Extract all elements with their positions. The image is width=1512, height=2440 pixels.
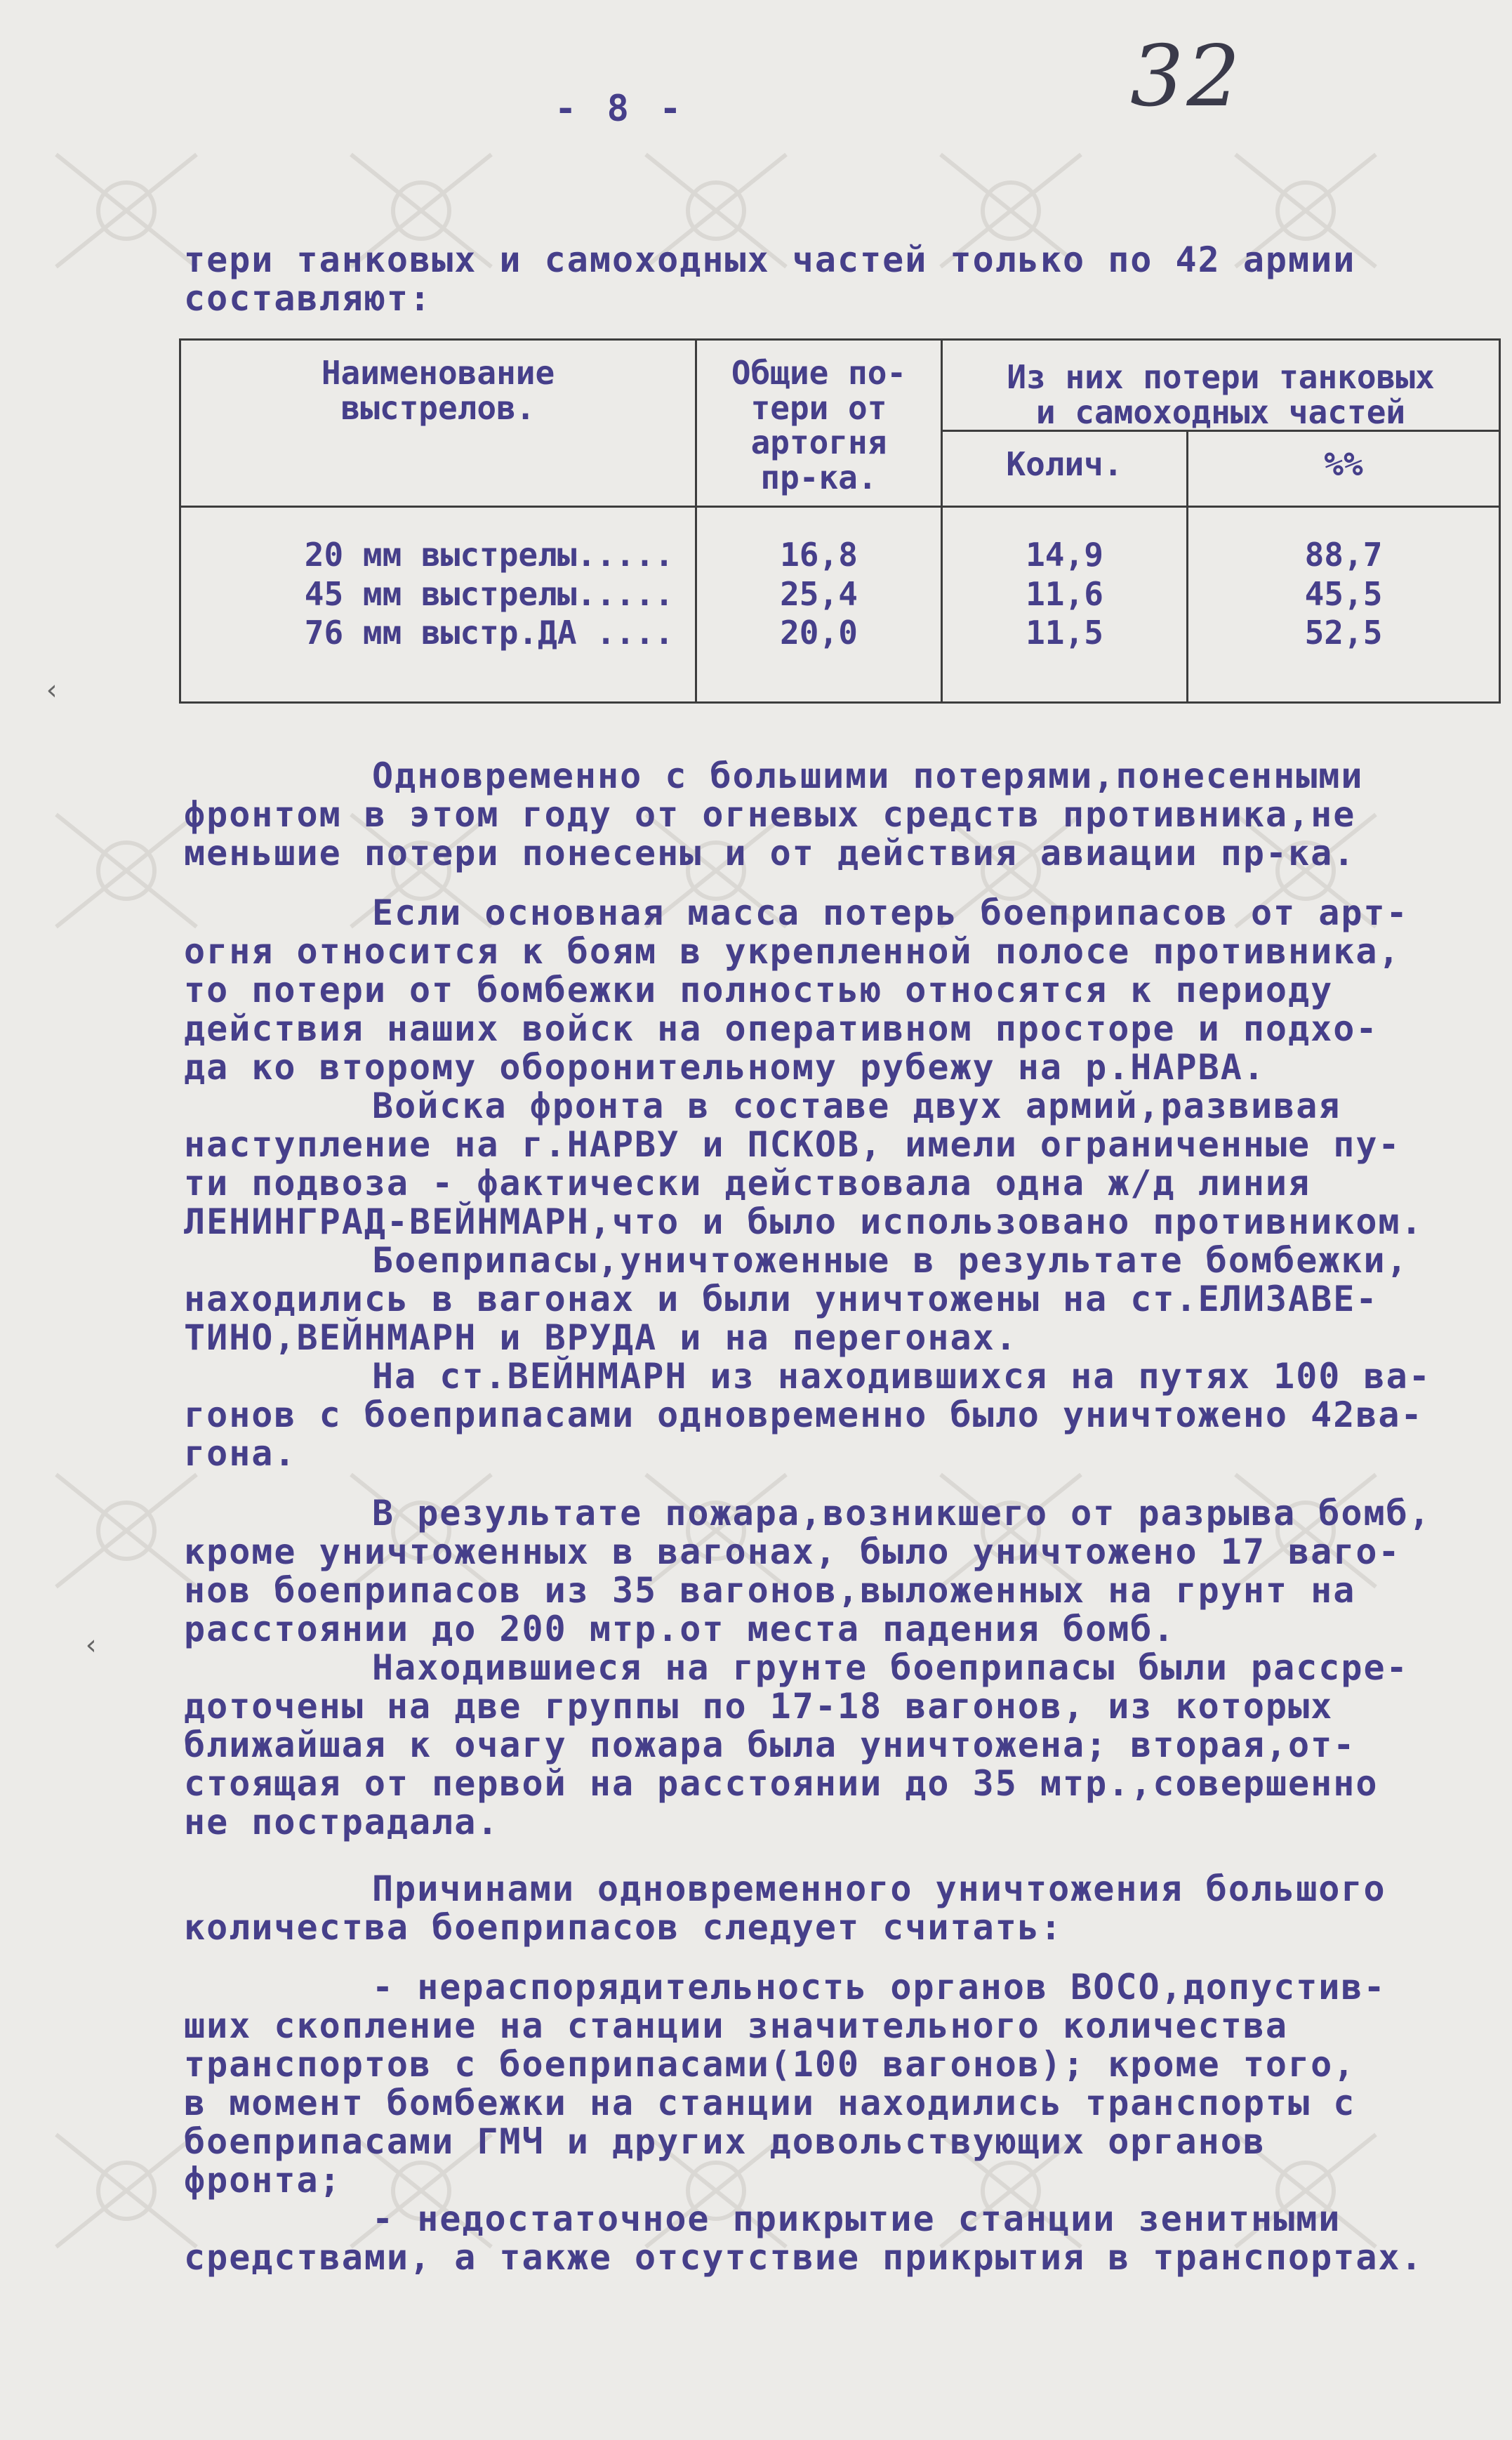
header-tank-losses-group: Из них потери танковых и самоходных частей bbox=[942, 340, 1500, 431]
body-line: транспортов с боеприпасами(100 вагонов); кроме того, bbox=[184, 2044, 1356, 2085]
body-line: фронтом в этом году от огневых средств противника,не bbox=[184, 794, 1356, 835]
body-line: средствами, а также отсутствие прикрытия в транспортах. bbox=[184, 2237, 1424, 2278]
table-cell: 16,8 bbox=[780, 536, 858, 574]
body-line: в момент бомбежки на станции находились транспорты с bbox=[184, 2083, 1356, 2123]
body-line: В результате пожара,возникшего от разрыва бомб, bbox=[372, 1493, 1431, 1534]
body-line: ближайшая к очагу пожара была уничтожена; вторая,от- bbox=[184, 1725, 1356, 1765]
table-cell: 20 мм выстрелы..... bbox=[304, 536, 674, 574]
body-line: Войска фронта в составе двух армий,развивая bbox=[372, 1086, 1341, 1126]
body-line: боеприпасами ГМЧ и других довольствующих органов bbox=[184, 2121, 1266, 2162]
header-shell-name: Наименование выстрелов. bbox=[180, 340, 696, 507]
table-cell: 45 мм выстрелы..... bbox=[304, 574, 674, 613]
body-line: На ст.ВЕЙНМАРН из находившихся на путях 100 ва- bbox=[372, 1356, 1431, 1397]
quantity-column bbox=[942, 507, 1188, 703]
table-cell: 76 мм выстр.ДА .... bbox=[304, 613, 674, 652]
intro-line: тери танковых и самоходных частей только по 42 армии bbox=[184, 239, 1356, 280]
body-line: количества боеприпасов следует считать: bbox=[184, 1907, 1063, 1948]
body-line: ших скопление на станции значительного количества bbox=[184, 2005, 1289, 2046]
table-cell: 25,4 bbox=[780, 574, 858, 613]
table-cell: 88,7 bbox=[1304, 536, 1383, 574]
body-line: да ко второму оборонительному рубежу на р.НАРВА. bbox=[184, 1047, 1266, 1088]
body-line: меньшие потери понесены и от действия авиации пр-ка. bbox=[184, 833, 1356, 873]
body-line: Боеприпасы,уничтоженные в результате бомбежки, bbox=[372, 1240, 1409, 1281]
body-line: огня относится к боям в укрепленной полосе противника, bbox=[184, 931, 1401, 972]
table-cell: 14,9 bbox=[1026, 536, 1103, 574]
intro-line: составляют: bbox=[184, 278, 432, 319]
body-line: расстоянии до 200 мтр.от места падения бомб. bbox=[184, 1609, 1176, 1649]
body-line: - нераспорядительность органов ВОСО,допустив- bbox=[372, 1967, 1386, 2007]
body-line: находились в вагонах и были уничтожены на ст.ЕЛИЗАВЕ- bbox=[184, 1279, 1379, 1319]
header-quantity: Колич. bbox=[942, 431, 1188, 507]
body-line: то потери от бомбежки полностью относятся к периоду bbox=[184, 970, 1334, 1010]
body-line: фронта; bbox=[184, 2160, 342, 2201]
body-line: ТИНО,ВЕЙНМАРН и ВРУДА и на перегонах. bbox=[184, 1317, 1018, 1358]
body-line: кроме уничтоженных в вагонах, было уничтожено 17 ваго- bbox=[184, 1531, 1401, 1572]
body-line: стоящая от первой на расстоянии до 35 мтр.,совершенно bbox=[184, 1763, 1379, 1804]
body-line: ЛЕНИНГРАД-ВЕЙНМАРН,что и было использовано противником. bbox=[184, 1201, 1424, 1242]
body-line: Одновременно с большими потерями,понесенными bbox=[372, 756, 1364, 796]
shell-name-column bbox=[180, 507, 696, 703]
header-total-losses: Общие по- тери от артогня пр-ка. bbox=[696, 340, 942, 507]
table-cell: 45,5 bbox=[1304, 574, 1383, 613]
table-cell: 11,6 bbox=[1026, 574, 1103, 613]
margin-mark: ‹ bbox=[83, 1629, 100, 1661]
body-line: Находившиеся на грунте боеприпасы были рассре- bbox=[372, 1647, 1409, 1688]
body-line: наступление на г.НАРВУ и ПСКОВ, имели ограниченные пу- bbox=[184, 1124, 1401, 1165]
page-number: - 8 - bbox=[555, 88, 686, 130]
body-line: гона. bbox=[184, 1433, 297, 1474]
total-losses-column bbox=[696, 507, 942, 703]
percent-column bbox=[1188, 507, 1500, 703]
body-line: не пострадала. bbox=[184, 1802, 500, 1842]
body-line: действия наших войск на оперативном просторе и подхо- bbox=[184, 1008, 1379, 1049]
margin-mark: ‹ bbox=[44, 674, 61, 706]
table-cell: 20,0 bbox=[780, 613, 858, 652]
body-line: ти подвоза - фактически действовала одна ж/д линия bbox=[184, 1163, 1311, 1203]
body-line: Причинами одновременного уничтожения большого bbox=[372, 1868, 1386, 1909]
header-percent: %% bbox=[1188, 431, 1500, 507]
archive-page-number: 32 bbox=[1130, 28, 1243, 126]
table-cell: 52,5 bbox=[1304, 613, 1383, 652]
body-line: доточены на две группы по 17-18 вагонов, из которых bbox=[184, 1686, 1334, 1727]
body-line: нов боеприпасов из 35 вагонов,выложенных на грунт на bbox=[184, 1570, 1356, 1611]
body-line: гонов с боеприпасами одновременно было уничтожено 42ва- bbox=[184, 1394, 1424, 1435]
body-line: - недостаточное прикрытие станции зенитными bbox=[372, 2198, 1341, 2239]
ammunition-losses-table bbox=[179, 338, 1501, 704]
body-line: Если основная масса потерь боеприпасов от арт- bbox=[372, 892, 1409, 933]
table-cell: 11,5 bbox=[1026, 613, 1103, 652]
